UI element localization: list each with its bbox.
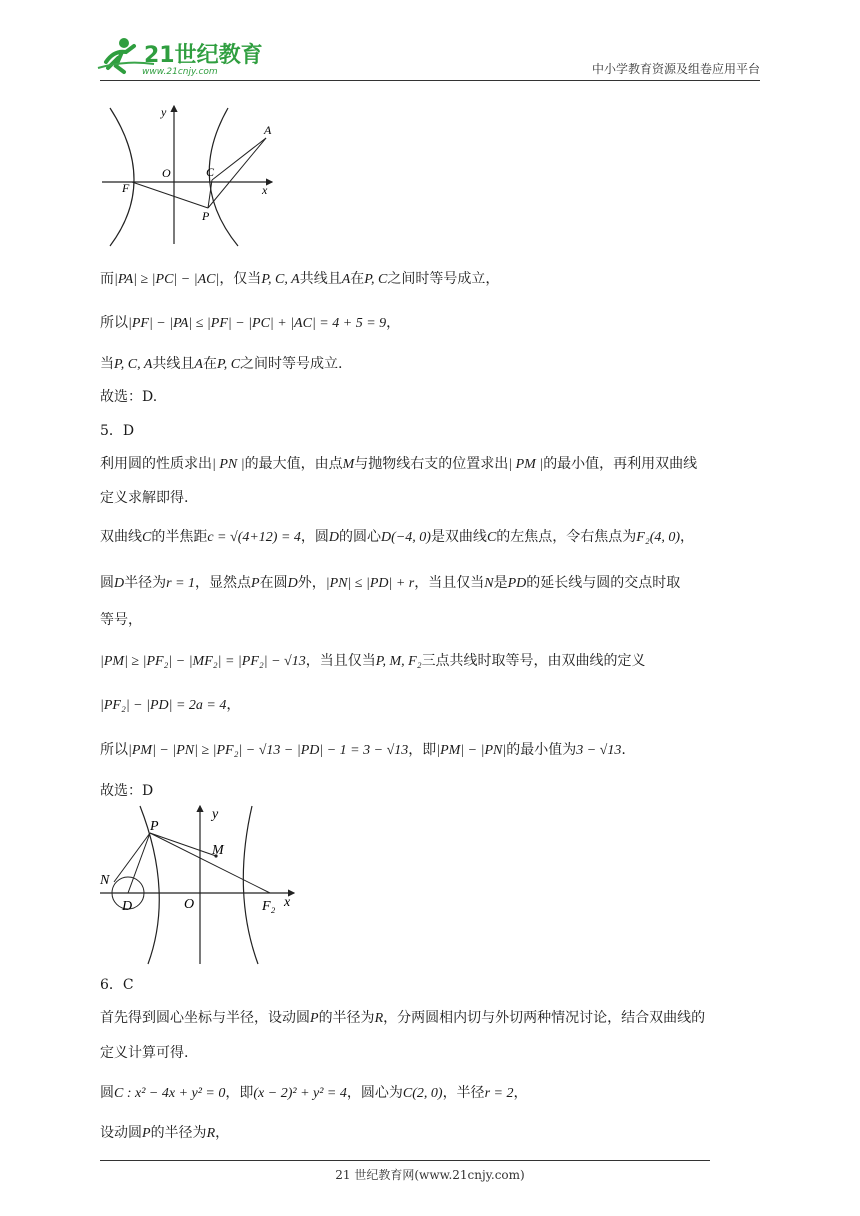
q4-line3: 当P, C, A共线且A在P, C之间时等号成立. [100, 356, 343, 372]
q4-line1: 而|PA| ≥ |PC| − |AC|，仅当P, C, A共线且A在P, C之间时等号成立， [100, 271, 500, 287]
label-P: P [150, 819, 159, 834]
q5-step5: |PF₂| − |PD| = 2a = 4， [100, 697, 241, 713]
segment-PM [150, 833, 216, 856]
logo-url: www.21cnjy.com [142, 67, 218, 77]
q5-intro-line2: 定义求解即得. [100, 490, 189, 506]
q5-step6: 所以|PM| − |PN| ≥ |PF₂| − √13 − |PD| − 1 = 3 − √13，即|PM| − |PN|的最小值为3 − √13. [100, 742, 626, 758]
label-A: A [264, 123, 272, 137]
footer-text: 21 世纪教育网(www.21cnjy.com) [335, 1168, 525, 1182]
label-x: x [262, 183, 268, 197]
segment-CA [212, 138, 266, 180]
header-rule [100, 80, 760, 81]
segment-FP [132, 182, 208, 208]
q5-answer: 故选：D [100, 783, 154, 799]
logo-runner-icon [94, 34, 274, 78]
q6-intro-line2: 定义计算可得. [100, 1045, 189, 1061]
label-O: O [184, 897, 195, 912]
label-N: N [100, 873, 110, 888]
q5-step1: 双曲线C的半焦距c = √(4+12) = 4，圆D的圆心D(−4, 0)是双曲线C的左焦点，令右焦点为F₂(4, 0)， [100, 529, 695, 545]
segment-PN [114, 833, 150, 882]
q4-answer: 故选：D. [100, 389, 158, 405]
label-x: x [284, 895, 291, 910]
segment-PD [128, 833, 150, 893]
q6-number: 6．C [100, 977, 134, 993]
label-y: y [212, 807, 219, 822]
figure-hyperbola-2 [96, 800, 306, 970]
platform-name: 中小学教育资源及组卷应用平台 [591, 62, 760, 76]
q5-intro-line1: 利用圆的性质求出| PN |的最大值，由点M与抛物线右支的位置求出| PM |的最小值，再利用双曲线 [100, 456, 698, 472]
segment-PA [208, 138, 266, 208]
q5-step3: 等号， [100, 612, 142, 628]
hyperbola-right-branch [243, 806, 258, 964]
q5-step2: 圆D半径为r = 1，显然点P在圆D外，|PN| ≤ |PD| + r，当且仅当N是PD的延长线与圆的交点时取 [100, 575, 681, 591]
logo-text: 21世纪教育 [144, 43, 263, 68]
segment-PF2 [150, 833, 270, 893]
label-D: D [122, 899, 133, 914]
label-F2: F₂ [262, 899, 276, 914]
q6-step2: 设动圆P的半径为R， [100, 1125, 230, 1141]
label-C: C [206, 165, 215, 179]
label-O: O [162, 166, 171, 180]
label-F: F [122, 181, 130, 195]
q4-line2: 所以|PF| − |PA| ≤ |PF| − |PC| + |AC| = 4 + 5 = 9， [100, 315, 401, 331]
label-M: M [212, 843, 224, 858]
hyperbola-left-branch [110, 108, 134, 246]
q6-step1: 圆C : x² − 4x + y² = 0，即(x − 2)² + y² = 4，圆心为C(2, 0)，半径r = 2， [100, 1085, 528, 1101]
site-logo [94, 34, 274, 78]
q5-step4: |PM| ≥ |PF₂| − |MF₂| = |PF₂| − √13，当且仅当P, M, F₂三点共线时取等号，由双曲线的定义 [100, 653, 646, 669]
label-y: y [161, 105, 167, 119]
footer-rule [100, 1160, 710, 1161]
figure-hyperbola-1 [96, 100, 286, 254]
label-P: P [202, 209, 210, 223]
q6-intro-line1: 首先得到圆心坐标与半径，设动圆P的半径为R，分两圆相内切与外切两种情况讨论，结合双曲线的 [100, 1010, 706, 1026]
q5-number: 5．D [100, 423, 135, 439]
